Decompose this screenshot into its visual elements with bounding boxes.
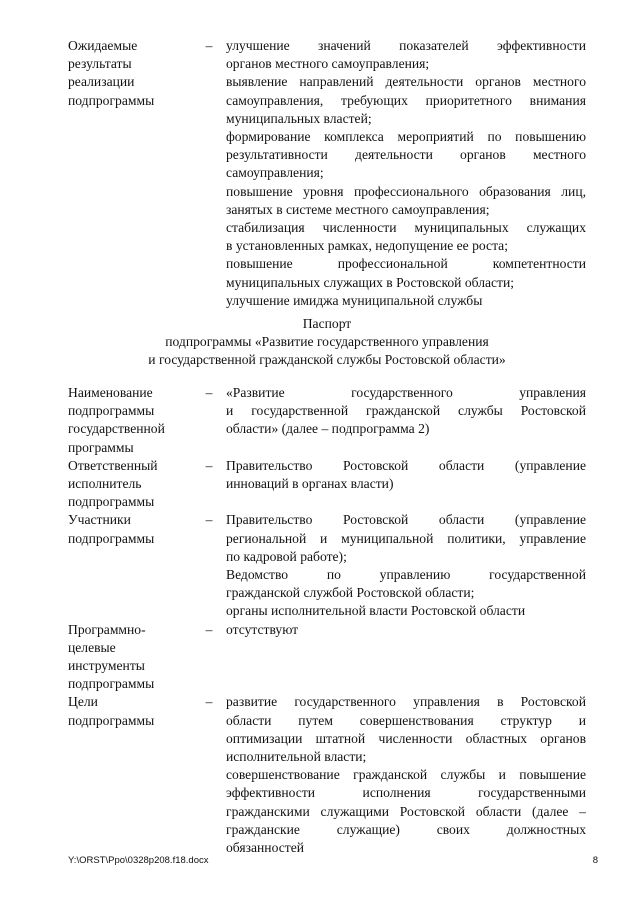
text-line: и государственной гражданской службы Ростовской	[226, 403, 586, 419]
text-line: Правительство Ростовской области (управление	[226, 457, 586, 473]
row-description	[226, 621, 586, 694]
description-paragraph	[226, 621, 586, 639]
label-line: Ответственный	[68, 457, 158, 473]
label-line: программы	[68, 439, 134, 455]
results-table	[68, 37, 586, 310]
row-dash: –	[205, 385, 213, 400]
page-number: 8	[592, 855, 598, 866]
text-line: гражданскими служащими Ростовской области (далее –	[226, 803, 586, 819]
text-line: повышение уровня профессионального образования лиц,	[226, 183, 586, 199]
text-line: органы исполнительной власти Ростовской области	[226, 603, 526, 619]
text-line: муниципальных служащих в Ростовской области;	[226, 274, 515, 290]
row-description	[226, 511, 586, 620]
table-row	[68, 621, 586, 694]
table-row	[68, 384, 586, 457]
text-line: формирование комплекса мероприятий по повышению	[226, 129, 586, 145]
description-paragraph	[226, 566, 586, 602]
text-line: улучшение значений показателей эффективности	[226, 38, 586, 53]
table-row	[68, 511, 586, 620]
file-path: Y:\ORST\Ppo\0328p208.f18.docx	[68, 855, 209, 866]
row-dash: –	[205, 457, 213, 473]
label-line: Наименование	[68, 385, 153, 400]
label-line: подпрограммы	[68, 92, 155, 108]
text-line: отсутствуют	[226, 621, 299, 637]
label-line: подпрограммы	[68, 712, 155, 728]
table-row	[68, 457, 586, 512]
text-line: по кадровой работе);	[226, 548, 347, 564]
text-line: занятых в системе местного самоуправления;	[226, 201, 490, 217]
row-label	[68, 693, 192, 857]
label-line: подпрограммы	[68, 403, 155, 419]
row-description	[226, 37, 586, 310]
label-line: Программно-	[68, 621, 146, 637]
label-line: Ожидаемые	[68, 38, 138, 53]
row-dash: –	[205, 38, 213, 53]
passport-table	[68, 384, 586, 857]
description-paragraph	[226, 693, 586, 766]
label-line: целевые	[68, 639, 116, 655]
text-line: «Развитие государственного управления	[226, 385, 586, 400]
text-line: органов местного самоуправления;	[226, 56, 430, 72]
text-line: развитие государственного управления в Ростовской	[226, 694, 586, 710]
row-description	[226, 693, 586, 857]
label-line: инструменты	[68, 658, 145, 674]
row-label	[68, 621, 192, 694]
text-line: в установленных рамках, недопущение ее роста;	[226, 238, 508, 254]
text-line: результативности деятельности органов местного	[226, 147, 586, 163]
text-line: области» (далее – подпрограмма 2)	[226, 421, 430, 437]
passport-subtitle-line-2: и государственной гражданской службы Ростовской области»	[148, 352, 506, 368]
description-paragraph	[226, 128, 586, 183]
label-line: подпрограммы	[68, 676, 155, 692]
description-paragraph	[226, 384, 586, 439]
label-line: Цели	[68, 694, 98, 710]
text-line: Правительство Ростовской области (управление	[226, 512, 586, 528]
row-label	[68, 457, 192, 512]
description-paragraph	[226, 511, 586, 566]
row-description	[226, 457, 586, 512]
passport-title: Паспорт	[302, 316, 352, 331]
text-line: Ведомство по управлению государственной	[226, 567, 586, 583]
text-line: области путем совершенствования структур и	[226, 712, 586, 728]
description-paragraph	[226, 255, 586, 291]
table-row	[68, 37, 586, 310]
row-dash: –	[205, 512, 213, 528]
text-line: улучшение имиджа муниципальной службы	[226, 292, 483, 308]
label-line: исполнитель	[68, 476, 142, 492]
description-paragraph	[226, 183, 586, 219]
label-line: реализации	[68, 74, 135, 90]
text-line: гражданской службой Ростовской области;	[226, 585, 475, 601]
text-line: самоуправления;	[226, 165, 324, 181]
text-line: обязанностей	[226, 840, 304, 856]
label-line: результаты	[68, 56, 132, 72]
row-dash: –	[205, 621, 213, 637]
text-line: эффективности исполнения государственными	[226, 785, 586, 801]
label-line: подпрограммы	[68, 494, 155, 510]
description-paragraph	[226, 292, 586, 310]
label-line: подпрограммы	[68, 530, 155, 546]
row-dash: –	[205, 694, 213, 710]
passport-subtitle-line-1: подпрограммы «Развитие государственного управления	[165, 334, 489, 350]
description-paragraph	[226, 219, 586, 255]
row-label	[68, 384, 192, 457]
table-row	[68, 693, 586, 857]
row-label	[68, 37, 192, 310]
passport-heading	[68, 315, 586, 370]
text-line: региональной и муниципальной политики, управление	[226, 530, 586, 546]
text-line: выявление направлений деятельности органов местного	[226, 74, 586, 90]
text-line: инноваций в органах власти)	[226, 476, 394, 492]
text-line: стабилизация численности муниципальных служащих	[226, 220, 586, 236]
text-line: оптимизации штатной численности областных органов	[226, 730, 586, 746]
description-paragraph	[226, 37, 586, 73]
text-line: муниципальных властей;	[226, 110, 372, 126]
row-description	[226, 384, 586, 457]
page-footer	[68, 855, 598, 867]
description-paragraph	[226, 73, 586, 128]
description-paragraph	[226, 766, 586, 857]
text-line: совершенствование гражданской службы и повышение	[226, 767, 586, 783]
description-paragraph	[226, 457, 586, 493]
text-line: исполнительной власти;	[226, 749, 367, 765]
description-paragraph	[226, 602, 586, 620]
text-line: гражданские служащие) своих должностных	[226, 821, 586, 837]
text-line: повышение профессиональной компетентности	[226, 256, 586, 272]
text-line: самоуправления, требующих приоритетного внимания	[226, 92, 586, 108]
row-label	[68, 511, 192, 620]
label-line: государственной	[68, 421, 165, 437]
label-line: Участники	[68, 512, 131, 528]
